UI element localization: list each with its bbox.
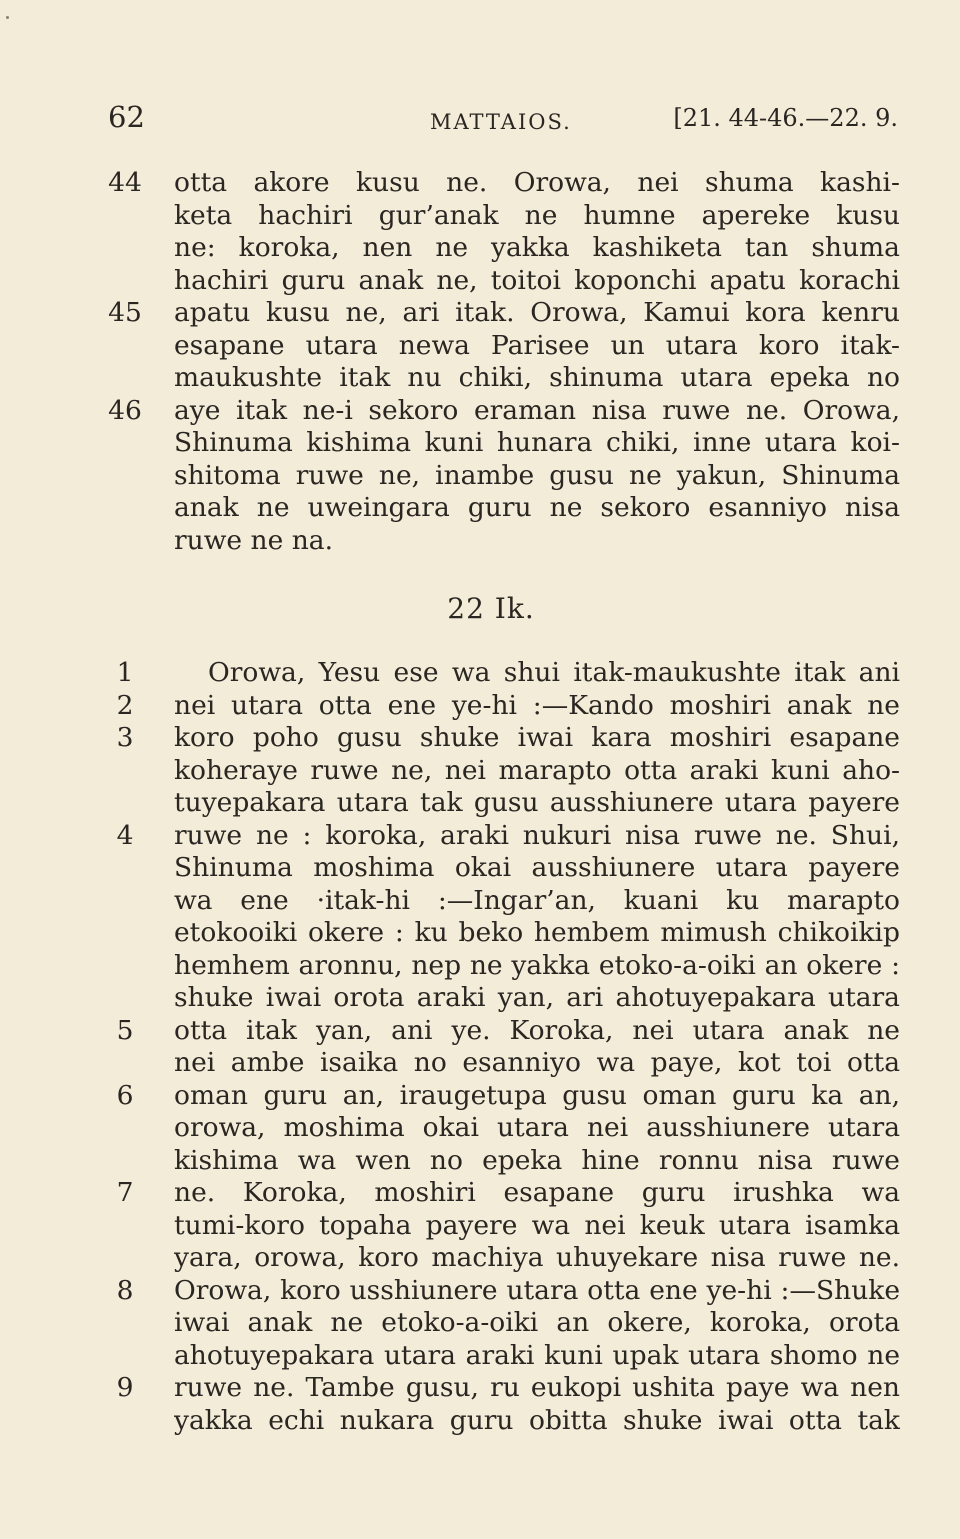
text-line xyxy=(108,1371,900,1405)
text-line xyxy=(108,1079,900,1113)
text-line xyxy=(108,199,900,233)
text-line xyxy=(108,459,900,493)
line-text: hachiri guru anak ne, toitoi koponchi apatu korachi xyxy=(174,264,900,296)
line-text: Orowa, koro usshiunere utara otta ene ye-hi :—Shuke xyxy=(174,1274,900,1306)
line-text: nei utara otta ene ye-hi :—Kando moshiri anak ne xyxy=(174,689,900,721)
text-line xyxy=(108,1111,900,1145)
text-line xyxy=(108,819,900,853)
line-text: koro poho gusu shuke iwai kara moshiri esapane xyxy=(174,722,900,753)
page-header xyxy=(108,100,898,140)
line-text: Shinuma moshima okai ausshiunere utara payere xyxy=(174,852,900,883)
text-line xyxy=(108,851,900,885)
text-line xyxy=(108,1339,900,1373)
verse-number: 7 xyxy=(116,1177,134,1208)
line-text: tuyepakara utara tak gusu ausshiunere utara payere xyxy=(174,787,900,818)
line-text: oman guru an, iraugetupa gusu oman guru ka an, xyxy=(174,1079,900,1111)
line-text: ne. Koroka, moshiri esapane guru irushka wa xyxy=(174,1177,900,1208)
text-line xyxy=(108,754,900,788)
chapter-heading: 22 Ik. xyxy=(447,592,535,625)
text-line xyxy=(108,1274,900,1308)
line-text: Shinuma kishima kuni hunara chiki, inne utara koi- xyxy=(174,427,900,458)
text-line xyxy=(108,1014,900,1048)
line-text: koheraye ruwe ne, nei marapto otta araki kuni aho- xyxy=(174,754,900,786)
line-text: keta hachiri gur’anak ne humne apereke kusu xyxy=(174,199,900,231)
text-line xyxy=(108,524,900,558)
text-line xyxy=(108,426,900,460)
line-text: shitoma ruwe ne, inambe gusu ne yakun, Shinuma xyxy=(174,459,900,491)
text-line xyxy=(108,296,900,330)
verse-number: 45 xyxy=(108,297,142,328)
page-number: 62 xyxy=(108,100,145,134)
verse-number: 5 xyxy=(116,1014,134,1046)
verse-number: 44 xyxy=(108,167,142,198)
verse-number: 3 xyxy=(116,722,134,753)
text-line xyxy=(108,394,900,428)
text-line xyxy=(108,361,900,395)
text-line xyxy=(108,916,900,950)
text-line xyxy=(108,884,900,918)
text-line xyxy=(108,1241,900,1275)
line-text: kishima wa wen no epeka hine ronnu nisa ruwe xyxy=(174,1144,900,1176)
line-text: anak ne uweingara guru ne sekoro esanniyo nisa xyxy=(174,492,900,523)
verse-number: 46 xyxy=(108,394,142,426)
text-line xyxy=(108,329,900,363)
text-line xyxy=(108,166,900,200)
line-text: apatu kusu ne, ari itak. Orowa, Kamui kora kenru xyxy=(174,297,900,328)
line-text: tumi-koro topaha payere wa nei keuk utara isamka xyxy=(174,1209,900,1241)
verse-number: 8 xyxy=(116,1274,134,1306)
text-line xyxy=(108,1209,900,1243)
line-text: aye itak ne-i sekoro eraman nisa ruwe ne. Orowa, xyxy=(174,394,900,426)
line-text: wa ene ·itak-hi :—Ingar’an, kuani ku marapto xyxy=(174,884,900,916)
text-line xyxy=(108,231,900,265)
line-text: ahotuyepakara utara araki kuni upak utara shomo ne xyxy=(174,1339,900,1371)
line-text: shuke iwai orota araki yan, ari ahotuyepakara utara xyxy=(174,982,900,1013)
line-text: maukushte itak nu chiki, shinuma utara epeka no xyxy=(174,362,900,393)
line-text: iwai anak ne etoko-a-oiki an okere, koroka, orota xyxy=(174,1307,900,1338)
verse-number: 4 xyxy=(116,819,134,851)
text-line xyxy=(108,1046,900,1080)
text-line xyxy=(108,656,900,690)
running-title: MATTAIOS. xyxy=(430,110,572,134)
line-text: esapane utara newa Parisee un utara koro itak- xyxy=(174,329,900,361)
line-text: otta akore kusu ne. Orowa, nei shuma kashi- xyxy=(174,167,900,198)
chapter-verse-reference: [21. 44-46.—22. 9. xyxy=(673,104,898,132)
text-line xyxy=(108,689,900,723)
line-text: hemhem aronnu, nep ne yakka etoko-a-oiki an okere : xyxy=(174,949,900,981)
text-line xyxy=(108,1144,900,1178)
text-line xyxy=(108,1306,900,1340)
line-text: otta itak yan, ani ye. Koroka, nei utara anak ne xyxy=(174,1014,900,1046)
line-text: Orowa, Yesu ese wa shui itak-maukushte itak ani xyxy=(208,657,900,688)
text-line xyxy=(108,1176,900,1210)
text-line xyxy=(108,1404,900,1438)
verse-number: 9 xyxy=(116,1372,134,1403)
verse-number: 6 xyxy=(116,1079,134,1111)
line-text: yara, orowa, koro machiya uhuyekare nisa ruwe ne. xyxy=(174,1242,900,1273)
line-text: ne: koroka, nen ne yakka kashiketa tan shuma xyxy=(174,232,900,263)
text-line xyxy=(108,949,900,983)
text-line xyxy=(108,491,900,525)
line-text: nei ambe isaika no esanniyo wa paye, kot toi otta xyxy=(174,1047,900,1078)
text-line xyxy=(108,264,900,298)
text-line xyxy=(108,981,900,1015)
line-text: etokooiki okere : ku beko hembem mimush chikoikip xyxy=(174,917,900,948)
scan-speck xyxy=(6,16,9,19)
text-line xyxy=(108,786,900,820)
text-line xyxy=(108,721,900,755)
line-text: ruwe ne na. xyxy=(174,524,333,556)
line-text: yakka echi nukara guru obitta shuke iwai otta tak xyxy=(174,1404,900,1436)
verse-number: 1 xyxy=(116,657,134,688)
line-text: orowa, moshima okai utara nei ausshiunere utara xyxy=(174,1112,900,1143)
line-text: ruwe ne : koroka, araki nukuri nisa ruwe ne. Shui, xyxy=(174,819,900,851)
line-text: ruwe ne. Tambe gusu, ru eukopi ushita paye wa nen xyxy=(174,1372,900,1403)
verse-number: 2 xyxy=(116,689,134,721)
